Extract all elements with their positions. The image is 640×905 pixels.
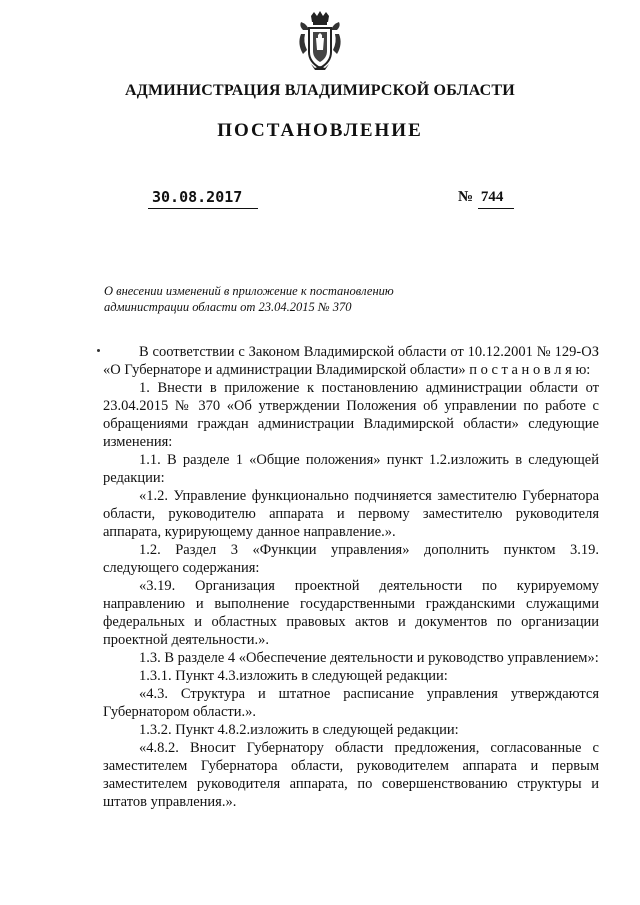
- subject-line-1: О внесении изменений в приложение к постановлению: [104, 284, 394, 298]
- subject-line-2: администрации области от 23.04.2015 № 370: [104, 300, 352, 314]
- date-underline: [148, 208, 258, 209]
- paragraph-4-3-quote: «4.3. Структура и штатное расписание управления утверждаются Губернатором области.».: [103, 686, 599, 720]
- number-value: 744: [480, 189, 504, 205]
- paragraph-preamble: В соответствии с Законом Владимирской области от 10.12.2001 № 129-ОЗ «О Губернаторе и администрации Владимирской области» п о с т а н о в л я ю:: [103, 344, 599, 378]
- paragraph-1-2: 1.2. Раздел 3 «Функции управления» дополнить пунктом 3.19. следующего содержания:: [103, 542, 599, 576]
- document-subject: [104, 283, 434, 315]
- paragraph-1-1: 1.1. В разделе 1 «Общие положения» пункт 1.2.изложить в следующей редакции:: [103, 452, 599, 486]
- paragraph-3-19-quote: «3.19. Организация проектной деятельности по курируемому направлению и выполнение государственными гражданскими служащими федеральных и областных правовых актов и документов по организации проектной деятельности.».: [103, 578, 599, 648]
- number-label: №: [458, 189, 474, 205]
- coat-of-arms-icon: [297, 10, 343, 72]
- number-underline: [478, 208, 514, 209]
- paragraph-1-2-quote: «1.2. Управление функционально подчиняется заместителю Губернатора области, руководителю аппарата и первому заместителю руководителя аппарата, курирующему данное направление.».: [103, 488, 599, 540]
- organization-name: АДМИНИСТРАЦИЯ ВЛАДИМИРСКОЙ ОБЛАСТИ: [125, 82, 515, 99]
- paragraph-1-3: 1.3. В разделе 4 «Обеспечение деятельности и руководство управлением»:: [139, 650, 599, 666]
- scan-mark: [97, 349, 100, 352]
- document-body: [103, 343, 599, 811]
- paragraph-1-3-1: 1.3.1. Пункт 4.3.изложить в следующей редакции:: [139, 668, 448, 684]
- paragraph-4-8-2-quote: «4.8.2. Вносит Губернатору области предложения, согласованные с заместителем Губернатора области, руководителем аппарата и первым заместителем руководителя аппарата, по совершенствованию структуры и штатов управления.».: [103, 740, 599, 810]
- paragraph-1-3-2: 1.3.2. Пункт 4.8.2.изложить в следующей редакции:: [139, 722, 459, 738]
- document-date: 30.08.2017: [152, 188, 243, 206]
- document-type: ПОСТАНОВЛЕНИЕ: [217, 120, 423, 141]
- paragraph-1: 1. Внести в приложение к постановлению администрации области от 23.04.2015 № 370 «Об утверждении Положения об управлении по работе с обращениями граждан администрации Владимирской области» следующие изменения:: [103, 380, 599, 450]
- document-number: [458, 189, 503, 206]
